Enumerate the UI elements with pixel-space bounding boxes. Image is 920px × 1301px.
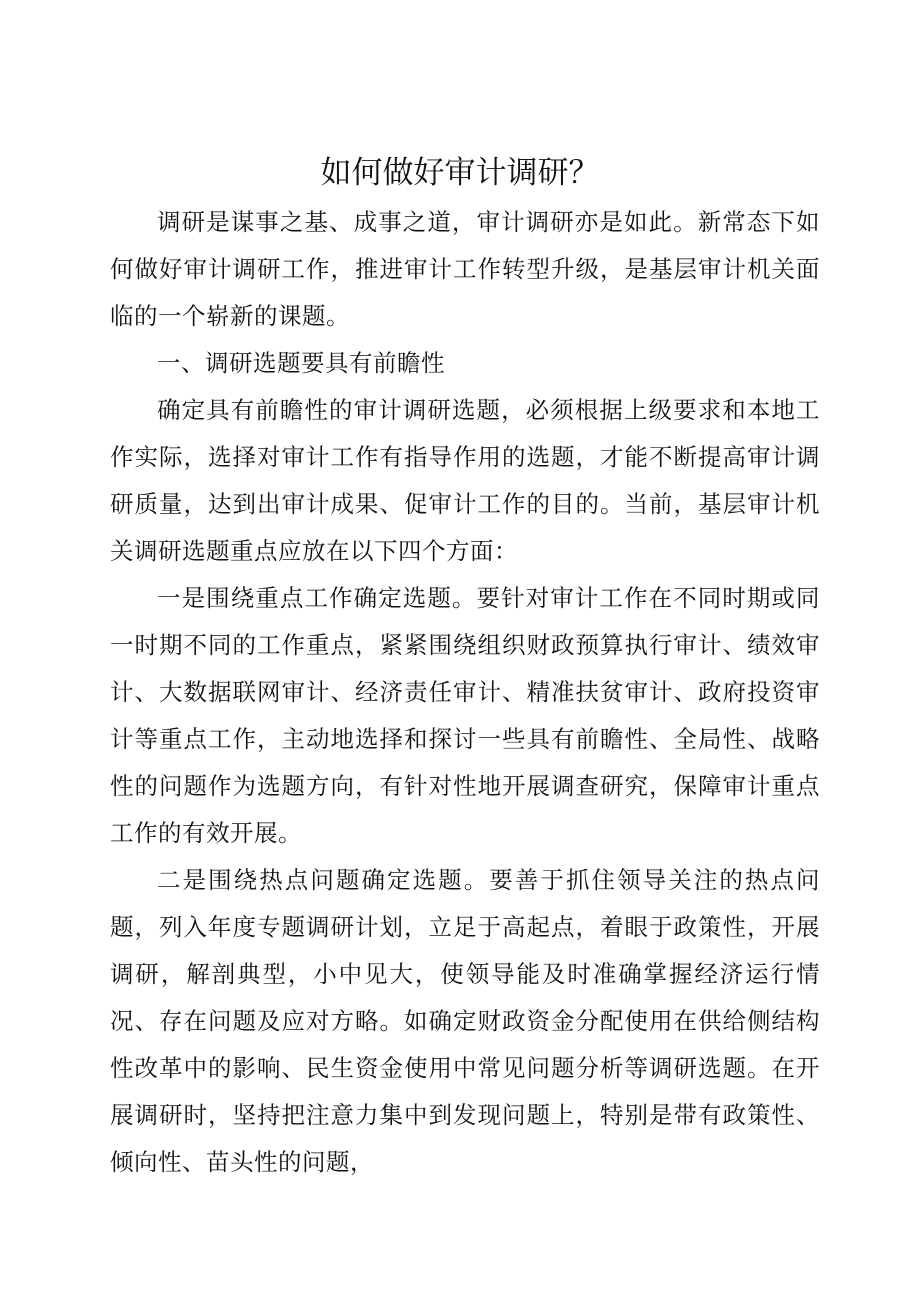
paragraph-hot-issues: 二是围绕热点问题确定选题。要善于抓住领导关注的热点问题，列入年度专题调研计划，立足于高起点，着眼于政策性，开展调研，解剖典型，小中见大，使领导能及时准确掌握经济运行情况、存在问题及应对方略。如确定财政资金分配使用在供给侧结构性改革中的影响、民生资金使用中常见问题分析等调研选题。在开展调研时，坚持把注意力集中到发现问题上，特别是带有政策性、倾向性、苗头性的问题， (110, 866, 820, 1176)
paragraph-key-work: 一是围绕重点工作确定选题。要针对审计工作在不同时期或同一时期不同的工作重点，紧紧围绕组织财政预算执行审计、绩效审计、大数据联网审计、经济责任审计、精准扶贫审计、政府投资审计等重点工作，主动地选择和探讨一些具有前瞻性、全局性、战略性的问题作为选题方向，有针对性地开展调查研究，保障审计重点工作的有效开展。 (110, 584, 820, 847)
paragraph-intro: 调研是谋事之基、成事之道，审计调研亦是如此。新常态下如何做好审计调研工作，推进审计工作转型升级，是基层审计机关面临的一个崭新的课题。 (110, 208, 820, 330)
section-heading-1: 一、调研选题要具有前瞻性 (157, 349, 445, 377)
document-body (110, 199, 820, 1186)
paragraph-selection: 确定具有前瞻性的审计调研选题，必须根据上级要求和本地工作实际，选择对审计工作有指导作用的选题，才能不断提高审计调研质量，达到出审计成果、促审计工作的目的。当前，基层审计机关调研选题重点应放在以下四个方面： (110, 396, 820, 565)
document-title: 如何做好审计调研？ (320, 155, 600, 191)
